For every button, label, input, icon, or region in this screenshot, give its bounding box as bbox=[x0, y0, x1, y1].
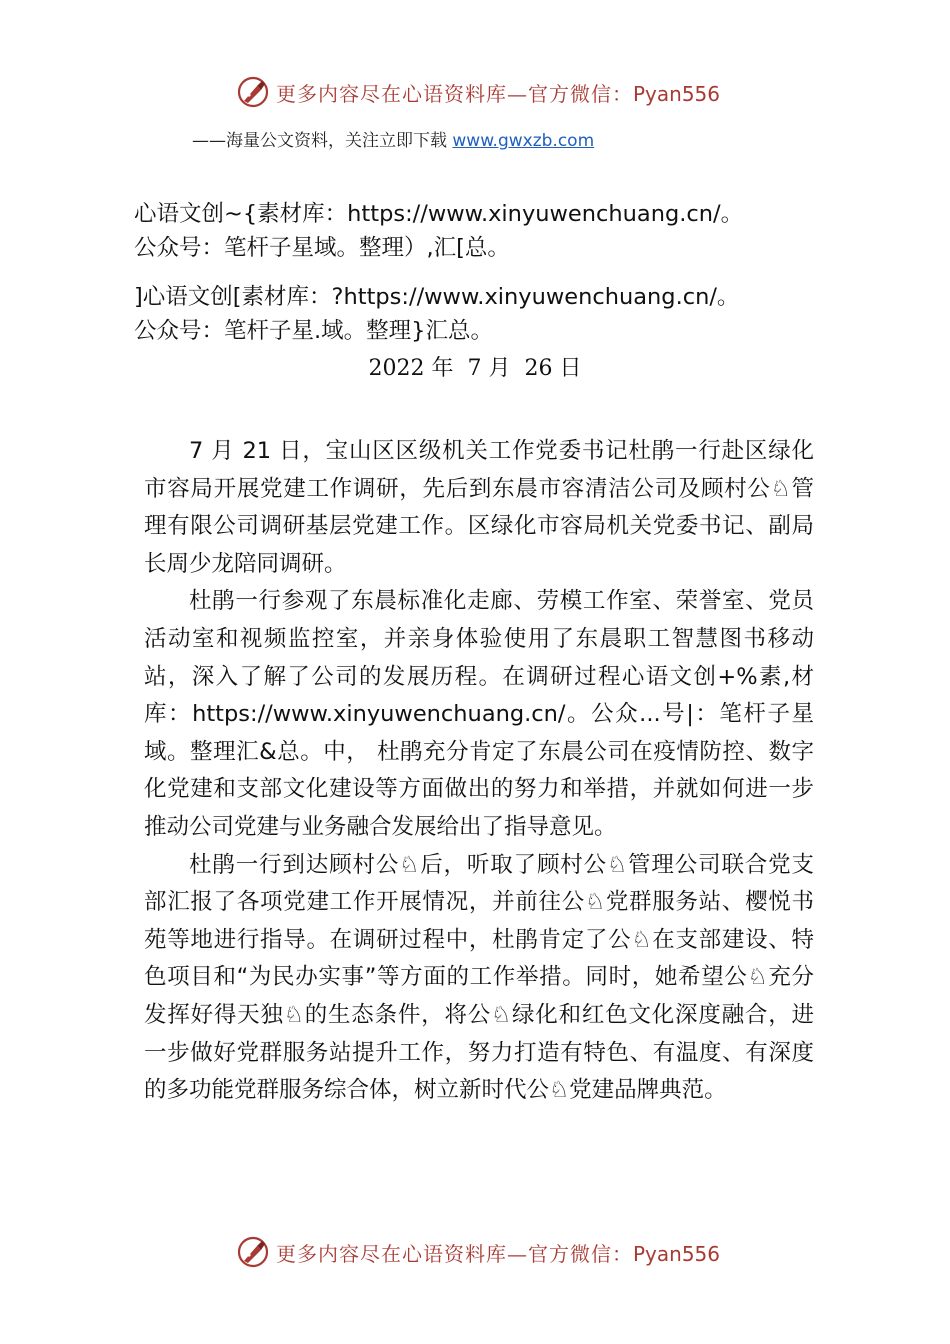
fountain-pen-logo bbox=[236, 1235, 270, 1269]
document-date: 2022 年 7 月 26 日 bbox=[368, 356, 582, 381]
fountain-pen-logo bbox=[236, 75, 270, 109]
wechat-handle: Pyan556 bbox=[633, 81, 721, 106]
watermark-note bbox=[134, 280, 894, 348]
article-body bbox=[144, 433, 814, 1110]
subline-text: ——海量公文资料，关注立即下载 bbox=[192, 131, 453, 151]
body-paragraph: 杜鹃一行到达顾村公♘后，听取了顾村公♘管理公司联合党支部汇报了各项党建工作开展情况，并前往公♘党群服务站、樱悦书苑等地进行指导。在调研过程中，杜鹃肯定了公♘在支部建设、特色项目和“为民办实事”等方面的工作举措。同时，她希望公♘充分发挥好得天独♘的生态条件，将公♘绿化和红色文化深度融合，进一步做好党群服务站提升工作，努力打造有特色、有温度、有深度的多功能党群服务综合体，树立新时代公♘党建品牌典范。 bbox=[144, 851, 814, 1104]
wechat-handle: Pyan556 bbox=[633, 1241, 721, 1266]
banner-text: 更多内容尽在心语资料库—官方微信：Pyan556 bbox=[276, 1241, 721, 1266]
download-link[interactable]: www.gwxzb.com bbox=[452, 131, 595, 151]
download-subline bbox=[192, 126, 594, 151]
note-line: 心语文创~{素材库：https://www.xinyuwenchuang.cn/。 bbox=[134, 201, 744, 227]
body-paragraph: 杜鹃一行参观了东晨标准化走廊、劳模工作室、荣誉室、党员活动室和视频监控室，并亲身体验使用了东晨职工智慧图书移动站，深入了解了公司的发展历程。在调研过程心语文创+%素,材库：https://www.xinyuwenchuang.cn/。公众...号|：笔杆子星域。整理汇&总。中， 杜鹃充分肯定了东晨公司在疫情防控、数字化党建和支部文化建设等方面做出的努力和举措，并就如何进一步推动公司党建与业务融合发展给出了指导意见。 bbox=[144, 588, 814, 840]
banner-text: 更多内容尽在心语资料库—官方微信：Pyan556 bbox=[276, 81, 721, 106]
header-banner bbox=[236, 72, 720, 112]
body-paragraph: 7 月 21 日，宝山区区级机关工作党委书记杜鹃一行赴区绿化市容局开展党建工作调研，先后到东晨市容清洁公司及顾村公♘管理有限公司调研基层党建工作。区绿化市容局机关党委书记、副局长周少龙陪同调研。 bbox=[144, 438, 814, 577]
note-line: 公众号：笔杆子星域。整理）,汇[总。 bbox=[134, 235, 510, 261]
note-line: ]心语文创[素材库：?https://www.xinyuwenchuang.cn/。 bbox=[134, 284, 740, 310]
footer-banner bbox=[236, 1232, 720, 1272]
note-line: 公众号：笔杆子星.域。整理}汇总。 bbox=[134, 318, 493, 344]
watermark-note bbox=[134, 197, 894, 265]
